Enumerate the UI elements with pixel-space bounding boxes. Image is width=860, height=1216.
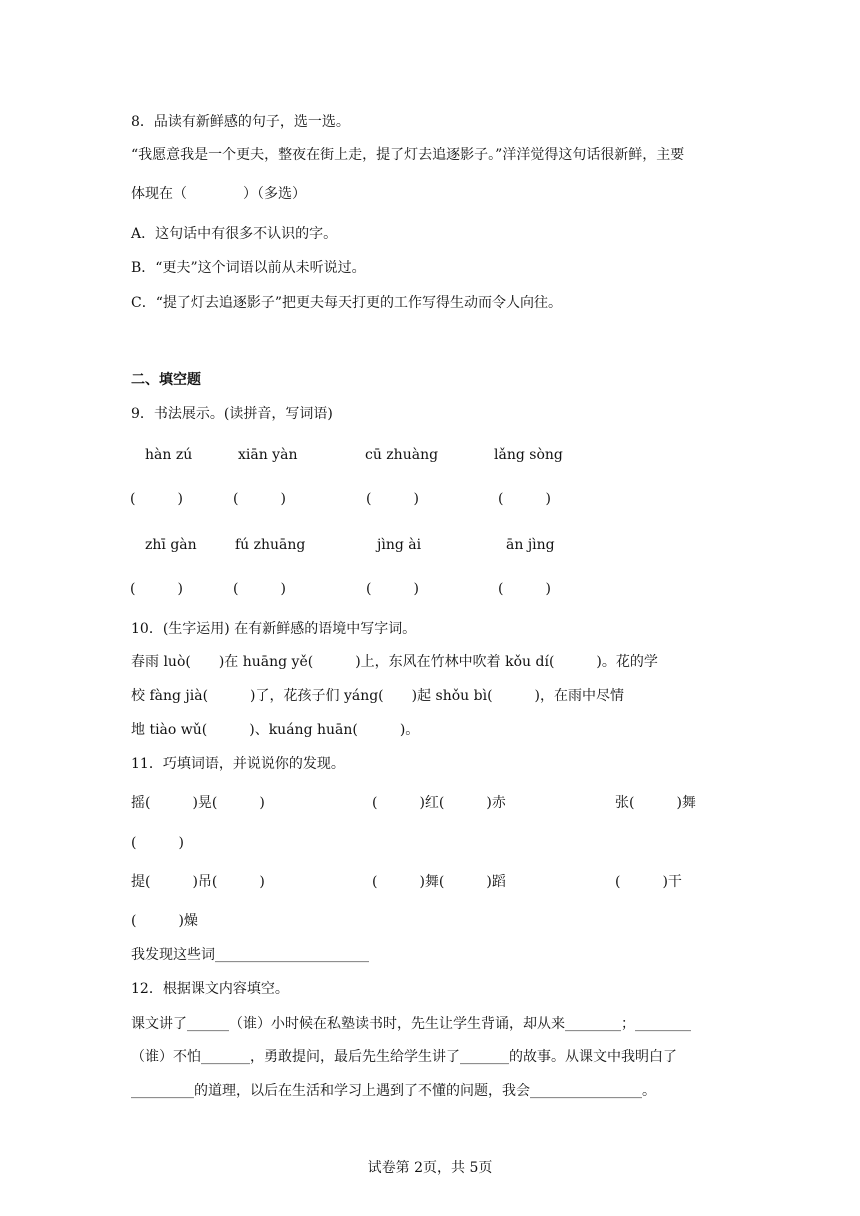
q12-title: 12．根据课文内容填空。 bbox=[131, 981, 289, 997]
q9-answer-blank-8[interactable]: ( ) bbox=[498, 581, 551, 597]
q9-pinyin-8: ān jìng bbox=[506, 537, 555, 553]
q11-item-ti-diao: 提( )吊( ) bbox=[131, 874, 265, 890]
q8-option-a: A．这句话中有很多不认识的字。 bbox=[131, 226, 338, 242]
q9-answer-blank-3[interactable]: ( ) bbox=[366, 491, 419, 507]
q11-finding: 我发现这些词______________________ bbox=[131, 947, 369, 963]
q9-answer-blank-6[interactable]: ( ) bbox=[233, 581, 286, 597]
section-title-fill-in: 二、填空题 bbox=[131, 372, 201, 388]
q9-pinyin-5: zhī gàn bbox=[145, 537, 197, 553]
q8-stem-line1: “我愿意我是一个更夫，整夜在街上走，提了灯去追逐影子。”洋洋觉得这句话很新鲜，主要 bbox=[131, 147, 685, 163]
page-footer: 试卷第 2页，共 5页 bbox=[367, 1160, 493, 1176]
q11-item-zhang-wu: 张( )舞 bbox=[615, 795, 696, 811]
q11-title: 11．巧填词语，并说说你的发现。 bbox=[131, 756, 345, 772]
q9-pinyin-3: cū zhuàng bbox=[365, 447, 439, 463]
q11-item-gan: ( )干 bbox=[615, 874, 682, 890]
q11-item-yao-huang: 摇( )晃( ) bbox=[131, 795, 265, 811]
q9-pinyin-7: jìng ài bbox=[377, 537, 422, 553]
q9-answer-blank-5[interactable]: ( ) bbox=[130, 581, 183, 597]
q8-stem-line2: 体现在（ ）（多选） bbox=[131, 186, 306, 202]
q11-item-zhang-wu-cont: ( ) bbox=[131, 835, 184, 851]
q8-title: 8．品读有新鲜感的句子，选一选。 bbox=[131, 114, 350, 130]
q9-pinyin-1: hàn zú bbox=[145, 447, 193, 463]
q9-answer-blank-2[interactable]: ( ) bbox=[233, 491, 286, 507]
q9-pinyin-4: lǎng sòng bbox=[494, 447, 563, 463]
q8-option-b: B．“更夫”这个词语以前从未听说过。 bbox=[131, 260, 366, 276]
q12-line3: _________的道理，以后在生活和学习上遇到了不懂的问题，我会________________。 bbox=[131, 1083, 656, 1099]
q11-item-wu-dao: ( )舞( )蹈 bbox=[372, 874, 506, 890]
q11-item-hong-chi: ( )红( )赤 bbox=[372, 795, 506, 811]
q11-item-zao: ( )燥 bbox=[131, 913, 198, 929]
q9-title: 9．书法展示。(读拼音，写词语) bbox=[131, 406, 333, 422]
q9-answer-blank-4[interactable]: ( ) bbox=[498, 491, 551, 507]
q10-line3: 地 tiào wǔ( )、kuáng huān( )。 bbox=[131, 722, 420, 738]
q10-line2: 校 fàng jià( )了，花孩子们 yáng( )起 shǒu bì( )，在雨中尽情 bbox=[131, 688, 625, 704]
q10-title: 10．(生字运用) 在有新鲜感的语境中写字词。 bbox=[131, 621, 417, 637]
q12-line2: （谁）不怕_______，勇敢提问，最后先生给学生讲了_______的故事。从课文中我明白了 bbox=[131, 1049, 677, 1065]
q10-line1: 春雨 luò( )在 huāng yě( )上，东风在竹林中吹着 kǒu dí( )。花的学 bbox=[131, 654, 658, 670]
q9-answer-blank-7[interactable]: ( ) bbox=[366, 581, 419, 597]
q9-pinyin-2: xiān yàn bbox=[238, 447, 298, 463]
q9-answer-blank-1[interactable]: ( ) bbox=[130, 491, 183, 507]
q8-option-c: C．“提了灯去追逐影子”把更夫每天打更的工作写得生动而令人向往。 bbox=[131, 295, 563, 311]
q9-pinyin-6: fú zhuāng bbox=[235, 537, 306, 553]
q12-line1: 课文讲了______（谁）小时候在私塾读书时，先生让学生背诵，却从来________；________ bbox=[131, 1016, 691, 1032]
